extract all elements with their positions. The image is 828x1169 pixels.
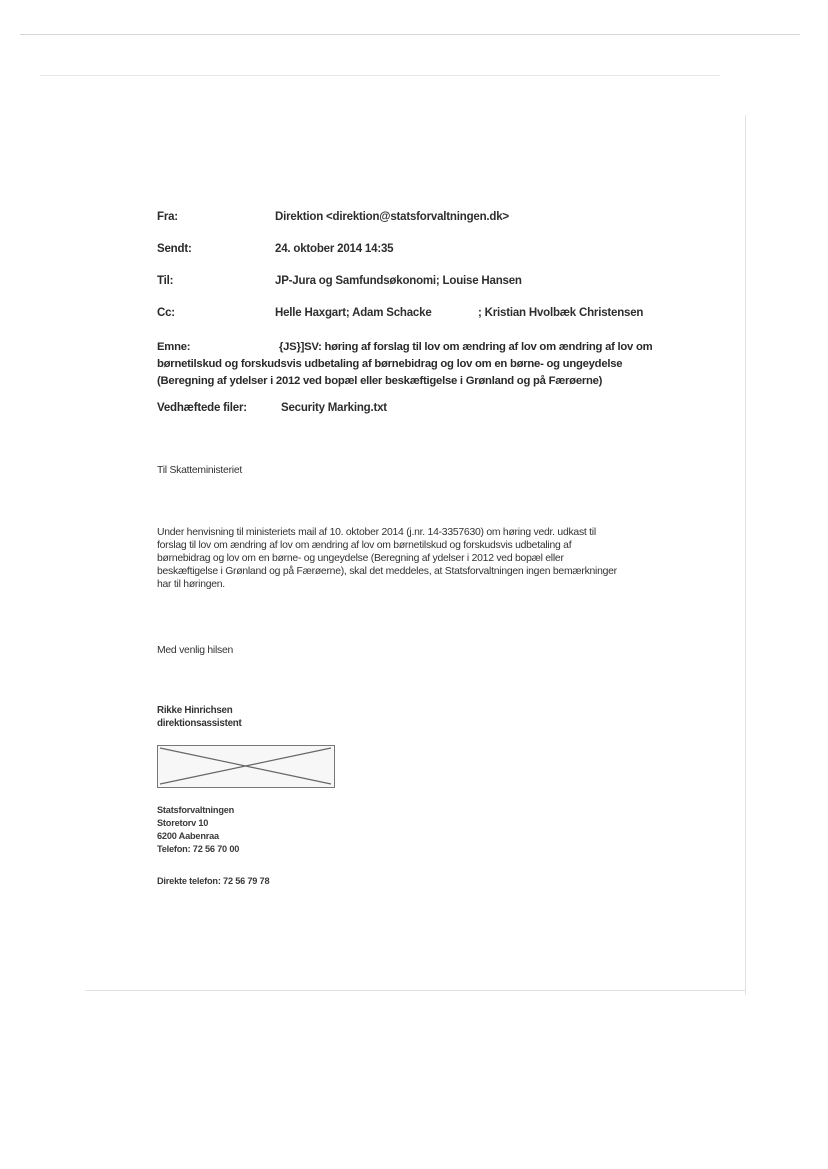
body-paragraph	[157, 526, 677, 591]
city: 6200 Aabenraa	[157, 831, 219, 841]
org-name: Statsforvaltningen	[157, 805, 235, 815]
attachments-label: Vedhæftede filer:	[157, 402, 247, 414]
greeting: Til Skatteministeriet	[157, 465, 243, 476]
closing: Med venlig hilsen	[157, 645, 234, 656]
direct-phone: Direkte telefon: 72 56 79 78	[157, 876, 270, 886]
paragraph-line: forslag til lov om ændring af lov om ændring af lov om børnetilskud og forskudsvis udbetaling af	[157, 540, 572, 551]
sent-label: Sendt:	[157, 243, 192, 255]
from-value: Direktion <direktion@statsforvaltningen.dk>	[275, 211, 509, 223]
to-label: Til:	[157, 275, 174, 287]
address-block	[157, 804, 239, 856]
signer-name: Rikke Hinrichsen	[157, 705, 233, 716]
scan-edge-right	[745, 115, 746, 995]
scan-edge-bottom	[85, 990, 745, 991]
subject-label: Emne:	[157, 341, 191, 353]
paragraph-line: Under henvisning til ministeriets mail af 10. oktober 2014 (j.nr. 14-3357630) om høring vedr. udkast til	[157, 527, 596, 538]
to-value: JP-Jura og Samfundsøkonomi; Louise Hansen	[275, 275, 522, 287]
from-label: Fra:	[157, 211, 178, 223]
phone: Telefon: 72 56 70 00	[157, 844, 240, 854]
attachments-value[interactable]: Security Marking.txt	[281, 402, 387, 414]
subject-line-2: børnetilskud og forskudsvis udbetaling af børnebidrag og lov om en børne- og ungeydelse	[157, 358, 623, 370]
scan-edge-upper	[40, 75, 720, 76]
subject-line-3: (Beregning af ydelser i 2012 ved bopæl eller beskæftigelse i Grønland og på Færøerne)	[157, 375, 603, 387]
paragraph-line: har til høringen.	[157, 579, 225, 590]
cc-value-1: Helle Haxgart; Adam Schacke	[275, 307, 432, 319]
paragraph-line: beskæftigelse i Grønland og på Færøerne), skal det meddeles, at Statsforvaltningen ingen bemærkninger	[157, 566, 617, 577]
scan-edge-top	[20, 34, 800, 35]
signer-title: direktionsassistent	[157, 718, 242, 729]
paragraph-line: børnebidrag og lov om en børne- og ungeydelse (Beregning af ydelser i 2012 ved bopæl eller	[157, 553, 564, 564]
cc-value-2: ; Kristian Hvolbæk Christensen	[478, 307, 644, 319]
cc-label: Cc:	[157, 307, 175, 319]
sent-value: 24. oktober 2014 14:35	[275, 243, 394, 255]
street: Storetorv 10	[157, 818, 209, 828]
logo-image-placeholder	[157, 745, 335, 788]
subject-line-1: {JS}]SV: høring af forslag til lov om ændring af lov om ændring af lov om	[279, 341, 653, 353]
subject-block	[157, 339, 677, 390]
